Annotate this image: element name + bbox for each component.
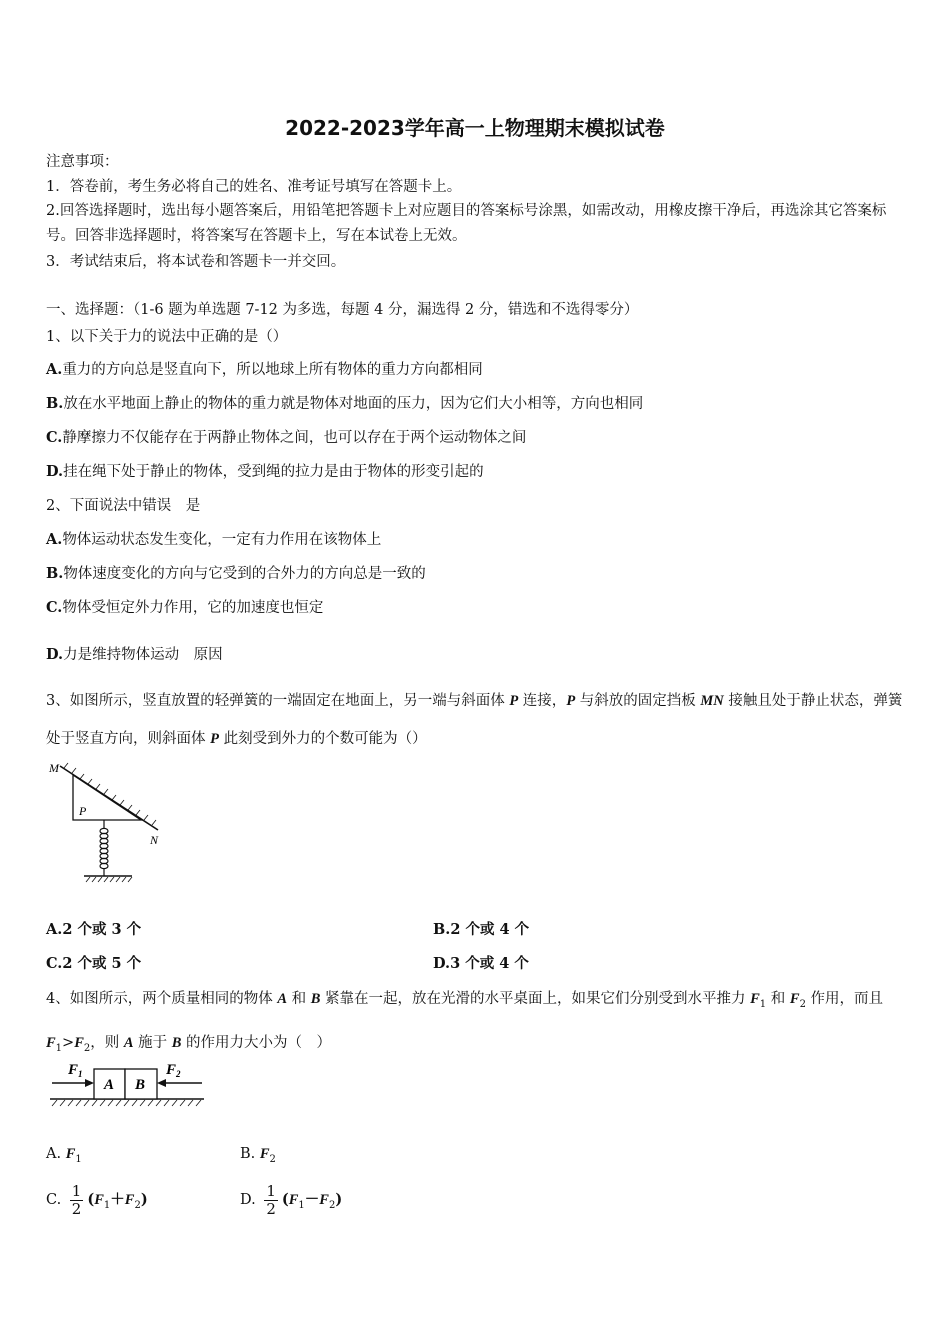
q2-stem: 2、下面说法中错误 是 [46, 498, 201, 514]
label-f1: $F_1$ [68, 1062, 83, 1079]
label-p: P [79, 804, 87, 818]
notice-item-3: 3．考试结束后，将本试卷和答题卡一并交回。 [46, 254, 346, 270]
q3-option-a: A.2 个或 3 个 [46, 921, 142, 938]
label-m: M [49, 761, 59, 775]
table-hatching [52, 1100, 201, 1106]
q3-figure [46, 758, 176, 888]
q1-option-c: C.静摩擦力不仅能存在于两静止物体之间，也可以存在于两个运动物体之间 [46, 429, 527, 446]
q4-option-a: A. $F_1$ [46, 1146, 82, 1165]
q3-option-c: C.2 个或 5 个 [46, 955, 142, 972]
q4-figure [48, 1058, 208, 1110]
q4-option-d: D. $\frac{1}{2}$ $(F_1-F_2)$ [240, 1181, 343, 1218]
q3-stem: 3、如图所示，竖直放置的轻弹簧的一端固定在地面上，另一端与斜面体 P 连接，P 与斜放的固定挡板 MN 接触且处于静止状态，弹簧处于竖直方向，则斜面体 P 此刻受到外力的个数可能为（） [46, 693, 903, 747]
q2-option-a: A.物体运动状态发生变化，一定有力作用在该物体上 [46, 531, 382, 548]
q4-option-c: C. $\frac{1}{2}$ $(F_1+F_2)$ [46, 1181, 148, 1218]
label-block-b: B [135, 1077, 146, 1093]
arrow-f1-head [85, 1079, 94, 1087]
q1-option-b: B.放在水平地面上静止的物体的重力就是物体对地面的压力，因为它们大小相等，方向也相同 [46, 395, 644, 412]
q4-option-b: B. $F_2$ [240, 1146, 276, 1165]
q2-option-c: C.物体受恒定外力作用，它的加速度也恒定 [46, 599, 324, 616]
q3-option-b: B.2 个或 4 个 [433, 921, 530, 938]
q4-stem: 4、如图所示，两个质量相同的物体 A 和 B 紧靠在一起，放在光滑的水平桌面上，如果它们分别受到水平推力 $F_1$ 和 $F_2$ 作用，而且 $F_1>F_2$，则 A 施于 B 的作用力大小为（ ） [46, 991, 884, 1054]
label-f2: $F_2$ [166, 1062, 181, 1079]
notice-item-1: 1．答卷前，考生务必将自己的姓名、准考证号填写在答题卡上。 [46, 179, 462, 195]
notice-item-2: 2.回答选择题时，选出每小题答案后，用铅笔把答题卡上对应题目的答案标号涂黑，如需改动，用橡皮擦干净后，再选涂其它答案标号。回答非选择题时，将答案写在答题卡上，写在本试卷上无效。 [46, 203, 887, 244]
fraction-half: $\frac{1}{2}$ [266, 1181, 276, 1218]
label-n: N [150, 833, 159, 847]
fraction-half: $\frac{1}{2}$ [71, 1181, 82, 1218]
q2-option-d: D.力是维持物体运动 原因 [46, 646, 223, 663]
notice-heading: 注意事项： [46, 154, 119, 170]
q1-stem: 1、以下关于力的说法中正确的是（） [46, 329, 288, 345]
label-block-a: A [104, 1077, 115, 1093]
q3-option-d: D.3 个或 4 个 [433, 955, 529, 972]
spring-coil [100, 828, 108, 868]
section-heading: 一、选择题：（1-6 题为单选题 7-12 为多选，每题 4 分，漏选得 2 分，错选和不选得零分） [46, 302, 639, 318]
q1-option-d: D.挂在绳下处于静止的物体，受到绳的拉力是由于物体的形变引起的 [46, 463, 484, 480]
q2-option-b: B.物体速度变化的方向与它受到的合外力的方向总是一致的 [46, 565, 426, 582]
ground-hatching [86, 877, 132, 882]
arrow-f2-head [157, 1079, 166, 1087]
q1-option-a: A.重力的方向总是竖直向下，所以地球上所有物体的重力方向都相同 [46, 361, 483, 378]
page-title: 2022-2023学年高一上物理期末模拟试卷 [285, 116, 665, 140]
